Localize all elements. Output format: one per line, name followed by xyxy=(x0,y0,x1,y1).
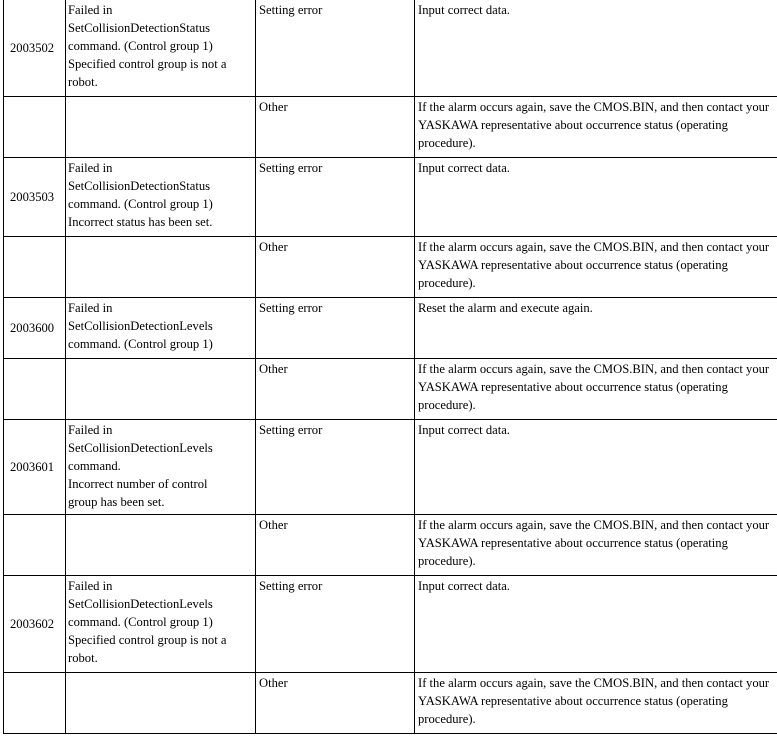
table-row xyxy=(4,158,777,237)
alarm-message-empty xyxy=(66,515,256,576)
cause-cell: Other xyxy=(256,359,415,420)
table-row xyxy=(4,0,777,97)
remedy-cell: Input correct data. xyxy=(415,420,777,515)
message-line: command. (Control group 1) xyxy=(68,337,213,351)
message-line: SetCollisionDetectionLevels xyxy=(68,441,213,455)
remedy-cell: If the alarm occurs again, save the CMOS.BIN, and then contact your YASKAWA representative about occurrence status (operating procedure). xyxy=(415,237,777,298)
alarm-code: 2003602 xyxy=(4,576,66,673)
table-row xyxy=(4,420,777,515)
alarm-message-empty xyxy=(66,673,256,734)
alarm-message-empty xyxy=(66,97,256,158)
message-line: Failed in xyxy=(68,3,113,17)
message-line: Failed in xyxy=(68,423,113,437)
alarm-code: 2003502 xyxy=(4,0,66,97)
remedy-cell: If the alarm occurs again, save the CMOS.BIN, and then contact your YASKAWA representative about occurrence status (operating procedure). xyxy=(415,97,777,158)
alarm-code: 2003601 xyxy=(4,420,66,515)
alarm-message-empty xyxy=(66,237,256,298)
alarm-message xyxy=(66,298,256,359)
alarm-message-empty xyxy=(66,359,256,420)
message-line: command. (Control group 1) xyxy=(68,615,213,629)
message-line: Failed in xyxy=(68,579,113,593)
alarm-message xyxy=(66,576,256,673)
cause-cell: Setting error xyxy=(256,420,415,515)
table-row xyxy=(4,97,777,158)
alarm-code-empty xyxy=(4,237,66,298)
remedy-cell: If the alarm occurs again, save the CMOS.BIN, and then contact your YASKAWA representative about occurrence status (operating procedure). xyxy=(415,359,777,420)
message-line: SetCollisionDetectionLevels xyxy=(68,597,213,611)
message-line: SetCollisionDetectionStatus xyxy=(68,21,211,35)
message-line: command. xyxy=(68,459,121,473)
table-row xyxy=(4,298,777,359)
table-row xyxy=(4,515,777,576)
message-line: robot. xyxy=(68,651,98,665)
cause-cell: Other xyxy=(256,673,415,734)
alarm-message xyxy=(66,158,256,237)
message-line: Incorrect number of control xyxy=(68,477,208,491)
alarm-code-empty xyxy=(4,673,66,734)
remedy-cell: Reset the alarm and execute again. xyxy=(415,298,777,359)
remedy-cell: If the alarm occurs again, save the CMOS.BIN, and then contact your YASKAWA representative about occurrence status (operating procedure). xyxy=(415,673,777,734)
alarm-table xyxy=(3,0,777,734)
message-line: SetCollisionDetectionStatus xyxy=(68,179,211,193)
alarm-message xyxy=(66,0,256,97)
cause-cell: Other xyxy=(256,97,415,158)
remedy-cell: Input correct data. xyxy=(415,576,777,673)
table-row xyxy=(4,576,777,673)
cause-cell: Setting error xyxy=(256,298,415,359)
alarm-message xyxy=(66,420,256,515)
message-line: robot. xyxy=(68,75,98,89)
remedy-cell: Input correct data. xyxy=(415,0,777,97)
alarm-code-empty xyxy=(4,97,66,158)
table-row xyxy=(4,673,777,734)
message-line: SetCollisionDetectionLevels xyxy=(68,319,213,333)
message-line: group has been set. xyxy=(68,495,165,509)
message-line: Specified control group is not a xyxy=(68,57,227,71)
alarm-code: 2003503 xyxy=(4,158,66,237)
alarm-code-empty xyxy=(4,515,66,576)
alarm-code-empty xyxy=(4,359,66,420)
message-line: Failed in xyxy=(68,301,113,315)
cause-cell: Setting error xyxy=(256,576,415,673)
cause-cell: Setting error xyxy=(256,158,415,237)
remedy-cell: Input correct data. xyxy=(415,158,777,237)
table-row xyxy=(4,359,777,420)
message-line: Incorrect status has been set. xyxy=(68,215,213,229)
message-line: Failed in xyxy=(68,161,113,175)
message-line: command. (Control group 1) xyxy=(68,197,213,211)
table-row xyxy=(4,237,777,298)
message-line: command. (Control group 1) xyxy=(68,39,213,53)
cause-cell: Other xyxy=(256,515,415,576)
cause-cell: Setting error xyxy=(256,0,415,97)
message-line: Specified control group is not a xyxy=(68,633,227,647)
remedy-cell: If the alarm occurs again, save the CMOS.BIN, and then contact your YASKAWA representative about occurrence status (operating procedure). xyxy=(415,515,777,576)
alarm-code: 2003600 xyxy=(4,298,66,359)
cause-cell: Other xyxy=(256,237,415,298)
